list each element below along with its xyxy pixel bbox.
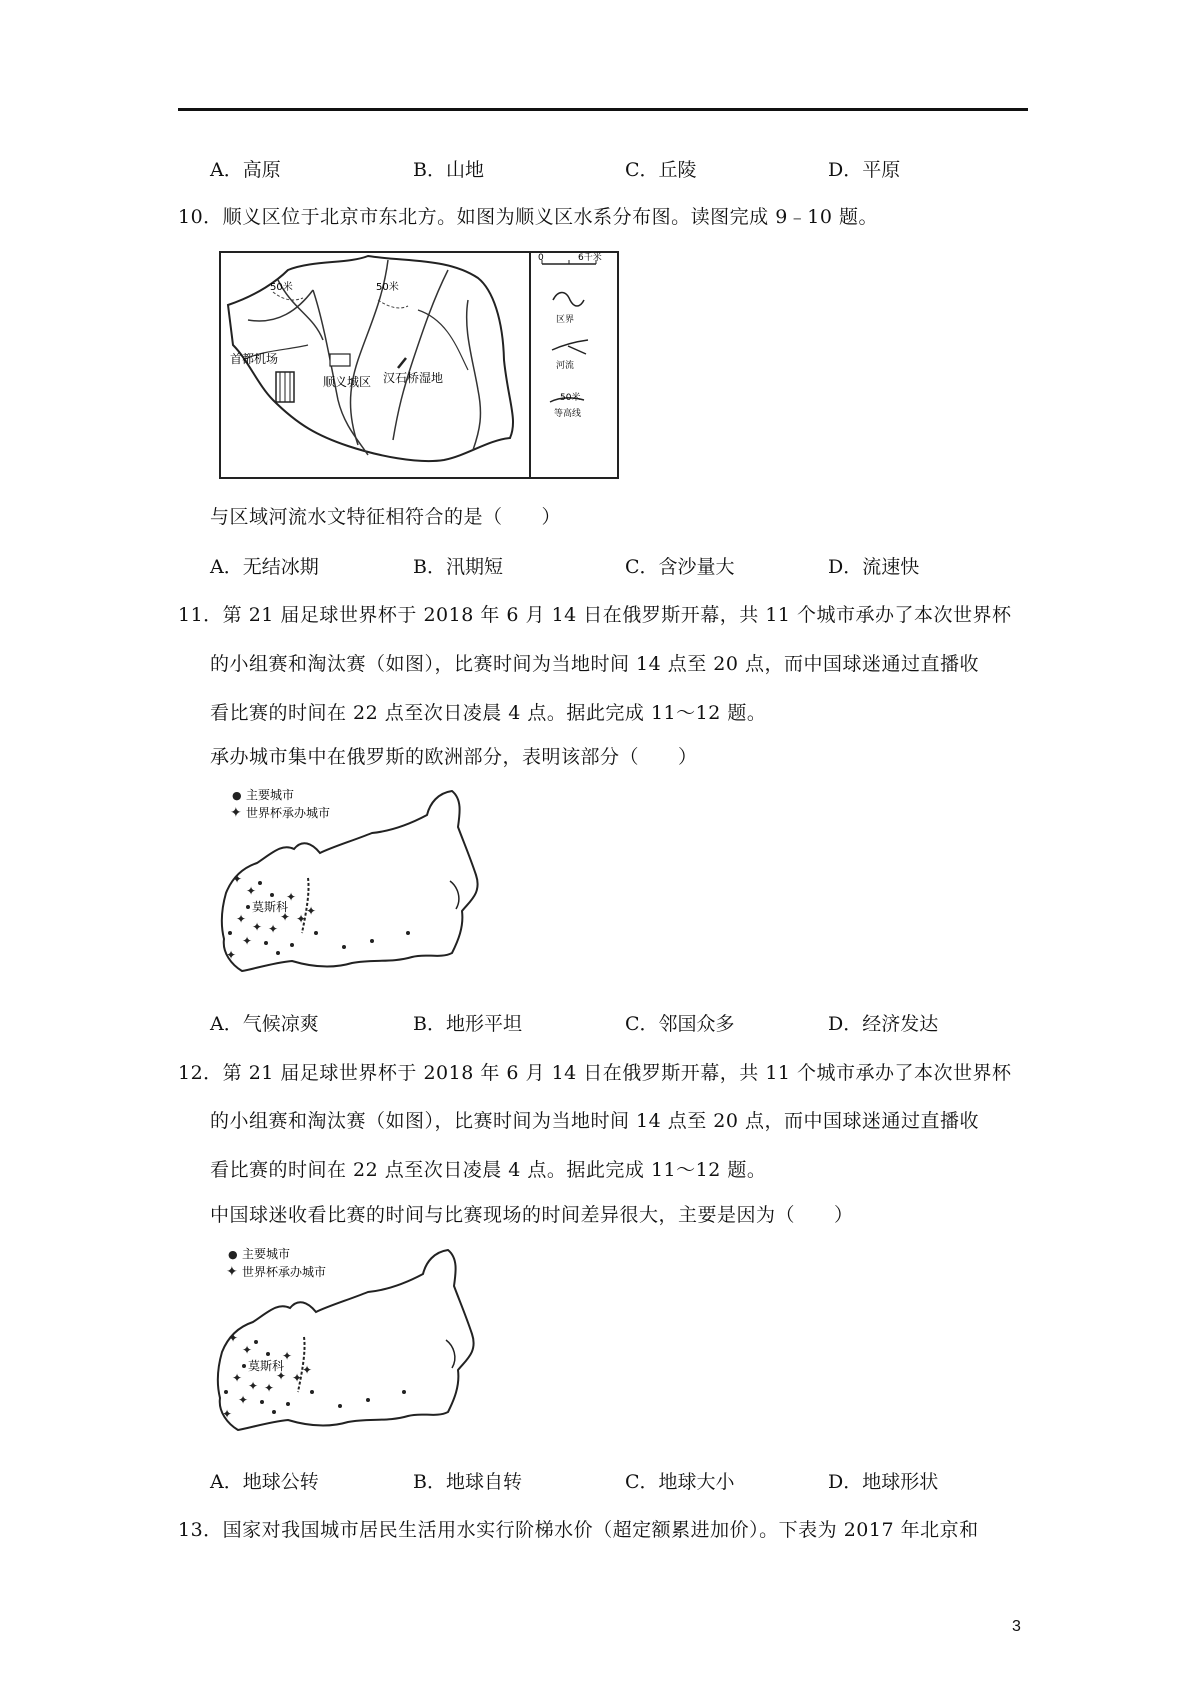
legend-host-city: 世界杯承办城市 bbox=[242, 1265, 327, 1279]
legend-major-city: 主要城市 bbox=[242, 1247, 291, 1261]
q10-stem: 10．顺义区位于北京市东北方。如图为顺义区水系分布图。读图完成 9﹣10 题。 bbox=[178, 206, 879, 228]
contour-label-2: 50米 bbox=[376, 282, 399, 293]
q10-option-c: C．含沙量大 bbox=[625, 556, 735, 578]
legend-50m: 50米 bbox=[560, 393, 581, 403]
q11-stem-line-2: 的小组赛和淘汰赛（如图），比赛时间为当地时间 14 点至 20 点，而中国球迷通过直播收 bbox=[210, 653, 980, 675]
legend-river: 河流 bbox=[556, 361, 575, 371]
svg-text:✦: ✦ bbox=[236, 912, 247, 926]
svg-text:✦: ✦ bbox=[282, 1349, 293, 1363]
legend-host-city: 世界杯承办城市 bbox=[246, 806, 331, 820]
legend-major-city: 主要城市 bbox=[246, 788, 295, 802]
page-number: 3 bbox=[1012, 1618, 1021, 1635]
russia-map-2 bbox=[208, 1242, 490, 1442]
shunyi-water-map bbox=[218, 250, 620, 480]
svg-text:✦: ✦ bbox=[268, 922, 279, 936]
svg-text:✦: ✦ bbox=[232, 1371, 243, 1385]
svg-text:✦: ✦ bbox=[242, 934, 253, 948]
q10-option-b: B．汛期短 bbox=[413, 556, 503, 578]
legend-dot-symbol: ● bbox=[228, 1248, 238, 1261]
q9-option-c: C．丘陵 bbox=[625, 159, 697, 181]
svg-text:✦: ✦ bbox=[238, 1393, 249, 1407]
airport-label: 首都机场 bbox=[230, 352, 279, 366]
q10-option-d: D．流速快 bbox=[828, 556, 920, 578]
legend-contour: 等高线 bbox=[554, 409, 582, 419]
q12-stem-line-2: 的小组赛和淘汰赛（如图），比赛时间为当地时间 14 点至 20 点，而中国球迷通过直播收 bbox=[210, 1110, 980, 1132]
moscow-label: 莫斯科 bbox=[248, 1359, 285, 1373]
contour-label-1: 50米 bbox=[270, 282, 293, 293]
legend-star-symbol: ✦ bbox=[230, 805, 242, 821]
svg-text:✦: ✦ bbox=[246, 884, 257, 898]
legend-dot-symbol: ● bbox=[232, 789, 242, 802]
q9-option-d: D．平原 bbox=[828, 159, 901, 181]
svg-text:✦: ✦ bbox=[248, 1379, 259, 1393]
wetland-label: 汉石桥湿地 bbox=[383, 371, 444, 385]
q13-stem: 13．国家对我国城市居民生活用水实行阶梯水价（超定额累进加价）。下表为 2017 年北京和 bbox=[178, 1519, 979, 1541]
svg-text:✦: ✦ bbox=[264, 1381, 275, 1395]
svg-text:✦: ✦ bbox=[296, 912, 307, 926]
city-district-label: 顺义城区 bbox=[323, 375, 372, 389]
q10-option-a: A．无结冰期 bbox=[210, 556, 319, 578]
q11-stem-line-3: 看比赛的时间在 22 点至次日凌晨 4 点。据此完成 11～12 题。 bbox=[210, 702, 767, 724]
svg-text:✦: ✦ bbox=[292, 1371, 303, 1385]
q9-option-b: B．山地 bbox=[413, 159, 484, 181]
svg-text:✦: ✦ bbox=[222, 1407, 233, 1421]
scale-6km: 6千米 bbox=[578, 253, 602, 263]
moscow-label: 莫斯科 bbox=[252, 900, 289, 914]
q11-option-d: D．经济发达 bbox=[828, 1013, 939, 1035]
q12-option-a: A．地球公转 bbox=[210, 1471, 319, 1493]
svg-text:✦: ✦ bbox=[286, 890, 297, 904]
q12-option-b: B．地球自转 bbox=[413, 1471, 522, 1493]
q12-stem-line-3: 看比赛的时间在 22 点至次日凌晨 4 点。据此完成 11～12 题。 bbox=[210, 1159, 767, 1181]
q11-stem-line-1: 11．第 21 届足球世界杯于 2018 年 6 月 14 日在俄罗斯开幕，共 11 个城市承办了本次世界杯 bbox=[178, 604, 1012, 626]
q9-option-a: A．高原 bbox=[210, 159, 281, 181]
svg-text:✦: ✦ bbox=[306, 904, 317, 918]
q11-question: 承办城市集中在俄罗斯的欧洲部分，表明该部分（ ） bbox=[210, 746, 698, 768]
q12-question: 中国球迷收看比赛的时间与比赛现场的时间差异很大，主要是因为（ ） bbox=[210, 1204, 854, 1226]
svg-text:✦: ✦ bbox=[226, 948, 237, 962]
q10-question: 与区域河流水文特征相符合的是（ ） bbox=[210, 506, 562, 528]
header-rule bbox=[178, 108, 1028, 111]
q12-option-d: D．地球形状 bbox=[828, 1471, 939, 1493]
q11-option-b: B．地形平坦 bbox=[413, 1013, 522, 1035]
svg-text:✦: ✦ bbox=[276, 1369, 287, 1383]
q12-option-c: C．地球大小 bbox=[625, 1471, 735, 1493]
scale-zero: 0 bbox=[538, 253, 544, 263]
legend-star-symbol: ✦ bbox=[226, 1264, 238, 1280]
q11-option-c: C．邻国众多 bbox=[625, 1013, 735, 1035]
svg-text:✦: ✦ bbox=[280, 910, 291, 924]
russia-map-1 bbox=[212, 783, 494, 983]
svg-text:✦: ✦ bbox=[242, 1343, 253, 1357]
q12-stem-line-1: 12．第 21 届足球世界杯于 2018 年 6 月 14 日在俄罗斯开幕，共 11 个城市承办了本次世界杯 bbox=[178, 1062, 1012, 1084]
svg-text:✦: ✦ bbox=[228, 1331, 239, 1345]
svg-text:✦: ✦ bbox=[232, 872, 243, 886]
svg-text:✦: ✦ bbox=[252, 920, 263, 934]
svg-text:✦: ✦ bbox=[302, 1363, 313, 1377]
q11-option-a: A．气候凉爽 bbox=[210, 1013, 319, 1035]
legend-boundary: 区界 bbox=[556, 315, 575, 325]
